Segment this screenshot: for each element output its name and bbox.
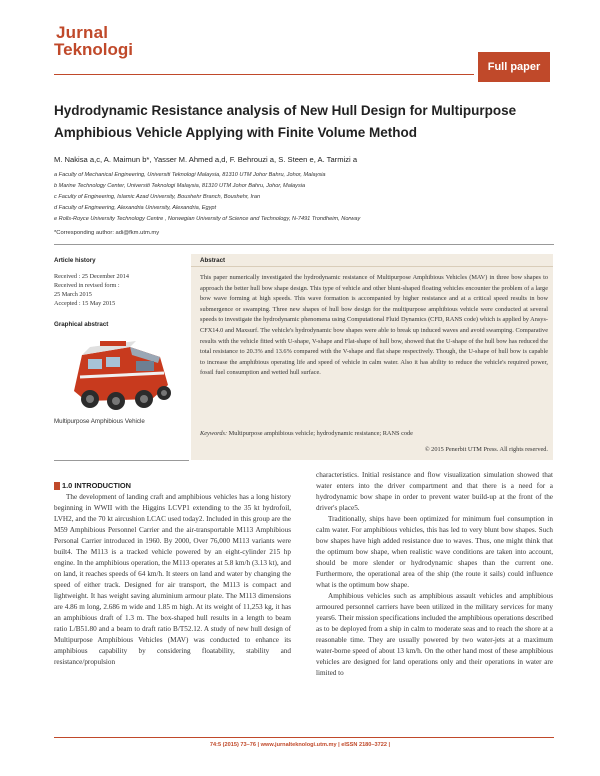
- keywords: [200, 430, 548, 437]
- affiliation-d: d Faculty of Engineering, Alexandria University, Alexandria, Egypt: [54, 205, 217, 211]
- affiliation-a: a Faculty of Mechanical Engineering, Universiti Teknologi Malaysia, 81310 UTM Johor Bahru, Johor, Malaysia: [54, 172, 326, 178]
- intro-paragraph-2: characteristics. Initial resistance and flow visualization simulation showed that water enters into the driver compartment and that there is a need for a hydrodynamic bow shape in order to prevent water build-up at the front of the driver's place5.: [316, 471, 553, 512]
- accepted-date: Accepted : 15 May 2015: [54, 300, 116, 307]
- left-body-column: [54, 492, 291, 668]
- copyright: © 2015 Penerbit UTM Press. All rights reserved.: [424, 446, 548, 453]
- abstract-divider: [191, 266, 553, 267]
- keywords-label: Keywords:: [200, 430, 228, 437]
- revised-label: Received in revised form :: [54, 282, 120, 289]
- journal-logo-line2: Teknologi: [54, 40, 134, 59]
- amphibious-vehicle-image: [60, 333, 178, 413]
- footer-divider: [54, 737, 554, 738]
- left-column-divider: [54, 460, 189, 461]
- page-footer: 74:5 (2015) 73–76 | www.jurnalteknologi.utm.my | eISSN 2180–3722 |: [209, 742, 391, 748]
- right-body-column: [316, 470, 553, 679]
- revised-date: 25 March 2015: [54, 291, 92, 298]
- intro-paragraph-1: The development of landing craft and amphibious vehicles has a long history beginning in WWII with the Higgins LCVP1 extending to the 35 kt hydrofoil, LVH2, and the 70 kt aircushion LCAC used today2. Included in this group are the M59 Amphibious Personnel Carrier and the air-transportable M113 Amphibious Personal Carrier introduced in 1960. By 2000, Over 76,000 M113 variants were built4. The M113 is a tracked vehicle powered by an eight-cylinder 215 hp engine. In the amphibious operation, the M113 operates at 5.8 km/h (3.13 kt), and on land, it reaches speeds of 64 km/h. It steers on land and water by changing the speed of either track. Designed for air transport, the M113 is compact and lightweight. It has weight saving aluminium armour plate. The M113 dimensions are 4.86 m long, 2.686 m wide and 1.85 m high. At its weight of 11,253 kg, it has an amphibious draft of 1.3 m. The box-shaped hull results in a length to beam ratio L/B51.80 and a beam to draft ratio B/T52.12. A study of new hull design of Multipurpose Amphibious Vehicles (MAV) was conducted to enhance its amphibious capability by considering floatability, stability and resistance/propulsion: [54, 493, 291, 666]
- abstract-heading: Abstract: [200, 257, 226, 264]
- intro-paragraph-3: Traditionally, ships have been optimized for minimum fuel consumption in calm water. For amphibious vehicles, this has led to very blunt bow shapes. Such bow shapes have high added resistance due to waves. Thus, one might think that the optimum bow shape, when realistic wave conditions are taken into account, should be more slender or hydrodynamic shapes than the current one. Furthermore, the operational area of the ship (the route it sails) could influence what is the optimum bow shape.: [316, 515, 553, 589]
- intro-paragraph-4: Amphibious vehicles such as amphibious assault vehicles and amphibious armoured personnel carriers have been utilized in the military services for many years6. Their mission specifications included the amphibious operations described as to be deployed from a ship in calm to moderate seas and to reach the shore at a reasonable time. They are usually powered by two water-jets at a maximum water-borne speed of about 13 km/h. On the other hand most of these amphibious vehicles are designed for land operations only and their operations in water are limited to: [316, 592, 553, 677]
- affiliation-b: b Marine Technology Center, Universiti Teknologi Malaysia, 81310 UTM Johor Bahru, Johor, Malaysia: [54, 183, 306, 189]
- author-list: M. Nakisa a,c, A. Maimun b*, Yasser M. Ahmed a,d, F. Behrouzi a, S. Steen e, A. Tarmizi a: [54, 155, 358, 164]
- keywords-text: Multipurpose amphibious vehicle; hydrodynamic resistance; RANS code: [228, 430, 413, 437]
- affiliation-e: e Rolls-Royce University Technology Centre , Norwegian University of Science and Technology, N-7491 Trondheim, Norway: [54, 216, 361, 222]
- journal-logo-line1: Jurnal: [56, 23, 109, 42]
- corresponding-author: *Corresponding author: adi@fkm.utm.my: [54, 230, 160, 236]
- graphical-abstract-heading: Graphical abstract: [54, 321, 109, 328]
- article-history-heading: Article history: [54, 257, 96, 264]
- full-paper-badge: Full paper: [478, 52, 550, 82]
- section-marker: [54, 482, 60, 490]
- graphical-abstract-caption: Multipurpose Amphibious Vehicle: [54, 418, 145, 425]
- section-heading: 1.0 INTRODUCTION: [62, 481, 131, 490]
- section-divider: [54, 244, 554, 245]
- received-date: Received : 25 December 2014: [54, 273, 129, 280]
- paper-title: Hydrodynamic Resistance analysis of New Hull Design for Multipurpose Amphibious Vehicle Applying with Finite Volume Method: [54, 103, 517, 140]
- affiliation-c: c Faculty of Engineering, Islamic Azad University, Boushehr Branch, Boushehr, Iran: [54, 194, 261, 200]
- abstract-text: This paper numerically investigated the hydrodynamic resistance of Multipurpose Amphibious Vehicles (MAV) in three bow shapes to approach the better hull bow shape design. This type of vehicle and other blunt-shaped floating vehicles encounter the problem of a large bow wave forming at high speeds. This wave formation is accompanied by higher resistance and at a critical speed results in bow submergence or swamping. Three new shapes of hull bow design for the multipurpose amphibious vehicle were conducted at several speeds to investigate the hydrodynamic phenomena using Computational Fluid Dynamics (CFD, RANS code) which is applied by Ansys-CFX14.0 and Maxsurf. The vehicle's hydrodynamic bow shapes were able to break up induced waves and avoid swamping. Comparative results with the vehicle fitted with U-shape, V-shape and Flat-shape of hull bow, showed that the U-shape of the hull bow has reduced the total resistance to 20.3% and 13.6% compared with the V-shape and flat shape respectively. Though, the U-shape of hull bow is capable to increase the amphibious operating life and speed of vehicle in calm water. Also it has ability to reduce the vehicle's required power, fossil fuel consumption and wetted hull surface.: [200, 274, 548, 377]
- header-divider: [54, 74, 474, 75]
